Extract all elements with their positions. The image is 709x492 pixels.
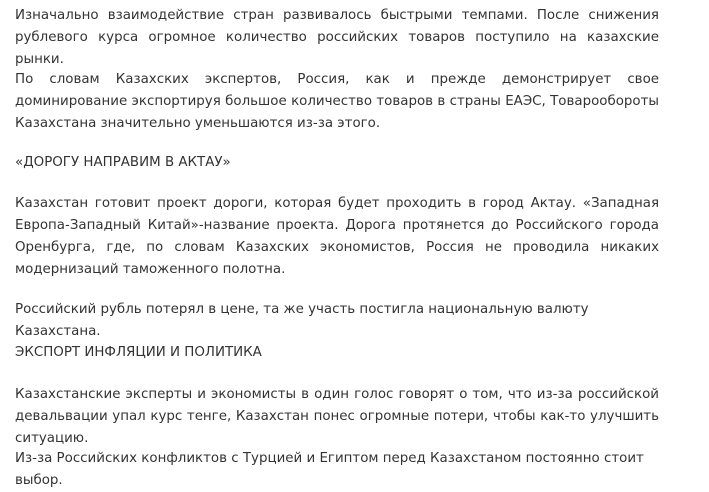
article-paragraph: Российский рубль потерял в цене, та же участь постигла национальную валюту Казахстана. bbox=[15, 302, 589, 339]
section-heading: «ДОРОГУ НАПРАВИМ В АКТАУ» bbox=[15, 155, 231, 170]
article-paragraph: Казахстанские эксперты и экономисты в один голос говорят о том, что из-за российской девальвации упал курс тенге, Казахстан понес огромные потери, чтобы как-то улучшить ситуацию. bbox=[15, 387, 659, 446]
article-paragraph: Из-за Российских конфликтов с Турцией и Египтом перед Казахстаном постоянно стоит выбор. bbox=[15, 451, 644, 488]
section-heading: ЭКСПОРТ ИНФЛЯЦИИ И ПОЛИТИКА bbox=[15, 345, 262, 360]
article-paragraph: Изначально взаимодействие стран развивалось быстрыми темпами. После снижения рублевого курса огромное количество российских товаров поступило на казахские рынки. bbox=[15, 8, 659, 67]
article-paragraph: По словам Казахских экспертов, Россия, как и прежде демонстрирует свое доминирование экспортируя большое количество товаров в страны ЕАЭС, Товарообороты Казахстана значительно уменьшаются из-за этого. bbox=[15, 72, 659, 131]
article-paragraph: Казахстан готовит проект дороги, которая будет проходить в город Актау. «Западная Европа-Западный Китай»-название проекта. Дорога протянется до Российского города Оренбурга, где, по словам Казахских экономистов, Россия не проводила никаких модернизаций таможенного полотна. bbox=[15, 196, 659, 277]
